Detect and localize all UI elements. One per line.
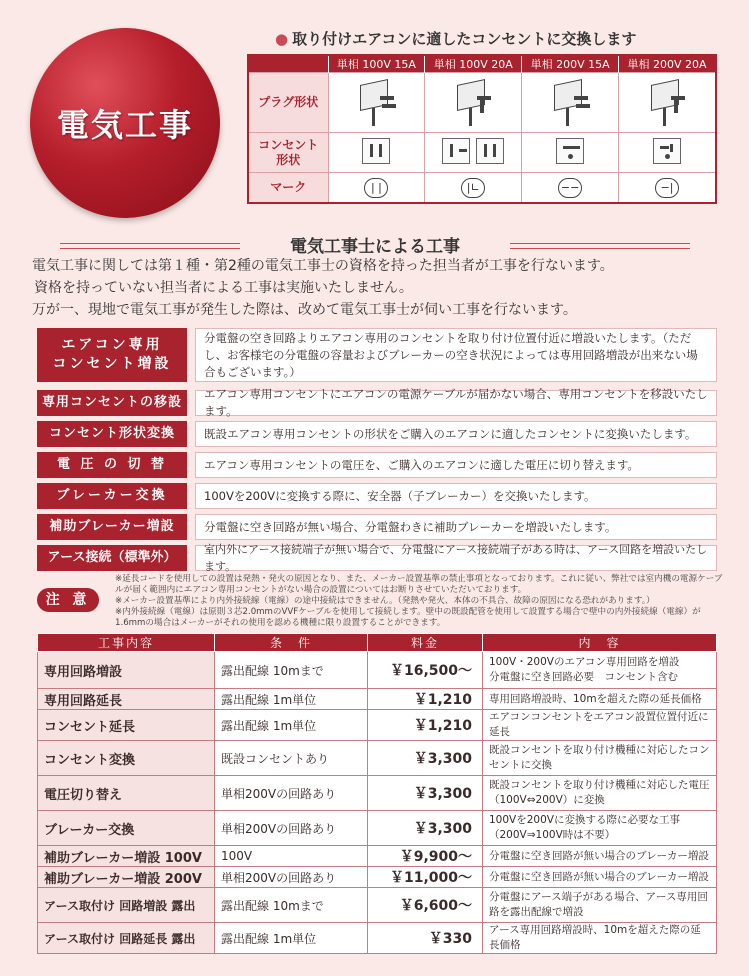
price-cond: 既設コンセントあり	[215, 741, 368, 776]
service-desc: 分電盤に空き回路が無い場合、分電盤わきに補助ブレーカーを増設いたします。	[195, 514, 717, 540]
price-item: 専用回路延長	[38, 689, 215, 710]
bullet-icon: ●	[275, 30, 289, 48]
plug-table	[247, 54, 717, 204]
price-fee: ￥3,300	[368, 811, 483, 846]
plug-picture	[328, 73, 425, 133]
service-row	[37, 387, 717, 418]
service-row	[37, 483, 717, 509]
service-desc: エアコン専用コンセントの電圧を、ご購入のエアコンに適した電圧に切り替えます。	[195, 452, 717, 478]
plug-heading	[275, 28, 636, 49]
service-desc: 既設エアコン専用コンセントの形状をご購入のエアコンに適したコンセントに変換いたします。	[195, 421, 717, 447]
price-detail: エアコンコンセントをエアコン設置位置付近に延長	[483, 710, 717, 741]
price-fee: ￥1,210	[368, 689, 483, 710]
service-desc: 分電盤の空き回路よりエアコン専用のコンセントを取り付け位置付近に増設いたします。（ただし、お客様宅の分電盤の容量およびブレーカーの空き状況によっては専用回路増設が出来ない場合もございます。）	[195, 328, 717, 382]
intro-line: 資格を持っていない担当者による工事は実施いたしません。	[34, 280, 413, 296]
row-plug-label: プラグ形状	[248, 73, 328, 133]
price-cond: 単相200Vの回路あり	[215, 867, 368, 888]
note-line: ※延長コードを使用しての設置は発熱・発火の原因となり、また、メーカー設置基準の禁止事項となっております。これに従い、弊社では室内機の電源ケーブルが届く範囲内にエアコン専用コンセントがない場合の設置についてはお断りさせていただいております。	[115, 574, 723, 595]
price-cond: 単相200Vの回路あり	[215, 811, 368, 846]
note-line: ※内外接続線（電線）は原則３芯2.0mmのVVFケーブルを使用して接続します。壁中の既設配管を使用して設置する場合で壁中の内外接続線（電線）が1.6mmの場合はメーカーがそれの使用を認める機種に限り設置することができます。	[115, 607, 701, 628]
service-row	[37, 421, 717, 447]
service-label: ブレーカー交換	[37, 483, 187, 509]
service-row	[37, 452, 717, 478]
price-detail: 100Vを200Vに変換する際に必要な工事 （200V⇒100V時は不要）	[483, 811, 717, 846]
badge-text: 電気工事	[56, 106, 193, 144]
plug-picture	[425, 73, 522, 133]
plug-corner	[248, 55, 328, 73]
service-row	[37, 514, 717, 540]
price-fee: ￥1,210	[368, 710, 483, 741]
price-item: 電圧切り替え	[38, 776, 215, 811]
note-line: ※メーカー設置基準により内外接続線（電線）の途中接続はできません。（発熱や発火、本体の不具合、故障の原因になる恐れがあります。）	[115, 596, 655, 606]
price-detail: 専用回路増設時、10mを超えた際の延長価格	[483, 689, 717, 710]
price-item: アース取付け 回路延長 露出	[38, 923, 215, 954]
price-detail: 分電盤に空き回路が無い場合のブレーカー増設	[483, 867, 717, 888]
intro	[32, 255, 614, 321]
price-item: 補助ブレーカー増設 100V	[38, 846, 215, 867]
service-label: コンセント形状変換	[37, 421, 187, 447]
price-fee: ￥9,900～	[368, 846, 483, 867]
price-fee: ￥11,000～	[368, 867, 483, 888]
intro-line: 万が一、現地で電気工事が発生した際は、改めて電気工事士が伺い工事を行ないます。	[32, 302, 577, 318]
mark-icon: | |	[328, 173, 425, 203]
mark-icon: −|	[619, 173, 716, 203]
plug-col: 単相 200V 20A	[619, 55, 716, 73]
price-fee: ￥3,300	[368, 776, 483, 811]
price-cond: 露出配線 10mまで	[215, 652, 368, 689]
plug-heading-text: 取り付けエアコンに適したコンセントに交換します	[292, 30, 637, 48]
outlet-icon	[619, 133, 716, 173]
service-label: 電 圧 の 切 替	[37, 452, 187, 478]
service-row	[37, 328, 717, 382]
mark-icon: −−	[522, 173, 619, 203]
price-item: アース取付け 回路増設 露出	[38, 888, 215, 923]
price-detail: アース専用回路増設時、10mを超えた際の延長価格	[483, 923, 717, 954]
outlet-icon	[425, 133, 522, 173]
price-detail: 分電盤にアース端子がある場合、アース専用回路を露出配線で増設	[483, 888, 717, 923]
price-table	[37, 633, 717, 954]
price-header: 料金	[368, 634, 483, 652]
caution-badge: 注 意	[37, 588, 99, 612]
price-detail: 既設コンセントを取り付け機種に対応した電圧（100V⇔200V）に変換	[483, 776, 717, 811]
service-desc: 室内外にアース接続端子が無い場合で、分電盤にアース接続端子がある時は、アース回路を増設いたします。	[195, 545, 717, 571]
price-cond: 露出配線 1m単位	[215, 710, 368, 741]
price-cond: 単相200Vの回路あり	[215, 776, 368, 811]
price-fee: ￥330	[368, 923, 483, 954]
price-item: 専用回路増設	[38, 652, 215, 689]
outlet-icon	[328, 133, 425, 173]
plug-picture	[522, 73, 619, 133]
price-item: 補助ブレーカー増設 200V	[38, 867, 215, 888]
intro-line: 電気工事に関しては第１種・第2種の電気工事士の資格を持った担当者が工事を行ないます。	[32, 258, 614, 274]
price-header: 工事内容	[38, 634, 215, 652]
plug-col: 単相 100V 20A	[425, 55, 522, 73]
service-label: 専用コンセントの移設	[37, 390, 187, 416]
service-desc: エアコン専用コンセントにエアコンの電源ケーブルが届かない場合、専用コンセントを移設いたします。	[195, 390, 717, 416]
plug-col: 単相 200V 15A	[522, 55, 619, 73]
service-label: 補助ブレーカー増設	[37, 514, 187, 540]
row-mark-label: マーク	[248, 173, 328, 203]
price-item: コンセント延長	[38, 710, 215, 741]
price-header: 条 件	[215, 634, 368, 652]
price-fee: ￥6,600～	[368, 888, 483, 923]
price-header: 内 容	[483, 634, 717, 652]
service-label: アース接続（標準外）	[37, 545, 187, 571]
notes	[115, 574, 725, 629]
plug-col: 単相 100V 15A	[328, 55, 425, 73]
section-title: 電気工事士による工事	[30, 232, 720, 257]
price-cond: 露出配線 10mまで	[215, 888, 368, 923]
service-label: エアコン専用 コンセント増設	[37, 328, 187, 382]
mark-icon: |∟	[425, 173, 522, 203]
price-cond: 100V	[215, 846, 368, 867]
price-item: コンセント変換	[38, 741, 215, 776]
row-outlet-label: コンセント 形状	[248, 133, 328, 173]
service-desc: 100Vを200Vに変換する際に、安全器（子ブレーカー）を交換いたします。	[195, 483, 717, 509]
price-cond: 露出配線 1m単位	[215, 689, 368, 710]
price-item: ブレーカー交換	[38, 811, 215, 846]
price-detail: 分電盤に空き回路が無い場合のブレーカー増設	[483, 846, 717, 867]
price-cond: 露出配線 1m単位	[215, 923, 368, 954]
electrical-work-badge	[30, 28, 220, 218]
price-detail: 既設コンセントを取り付け機種に対応したコンセントに交換	[483, 741, 717, 776]
plug-picture	[619, 73, 716, 133]
price-fee: ￥16,500～	[368, 652, 483, 689]
price-detail: 100V・200Vのエアコン専用回路を増設 分電盤に空き回路必要 コンセント含む	[483, 652, 717, 689]
outlet-icon	[522, 133, 619, 173]
service-row	[37, 545, 717, 571]
price-fee: ￥3,300	[368, 741, 483, 776]
